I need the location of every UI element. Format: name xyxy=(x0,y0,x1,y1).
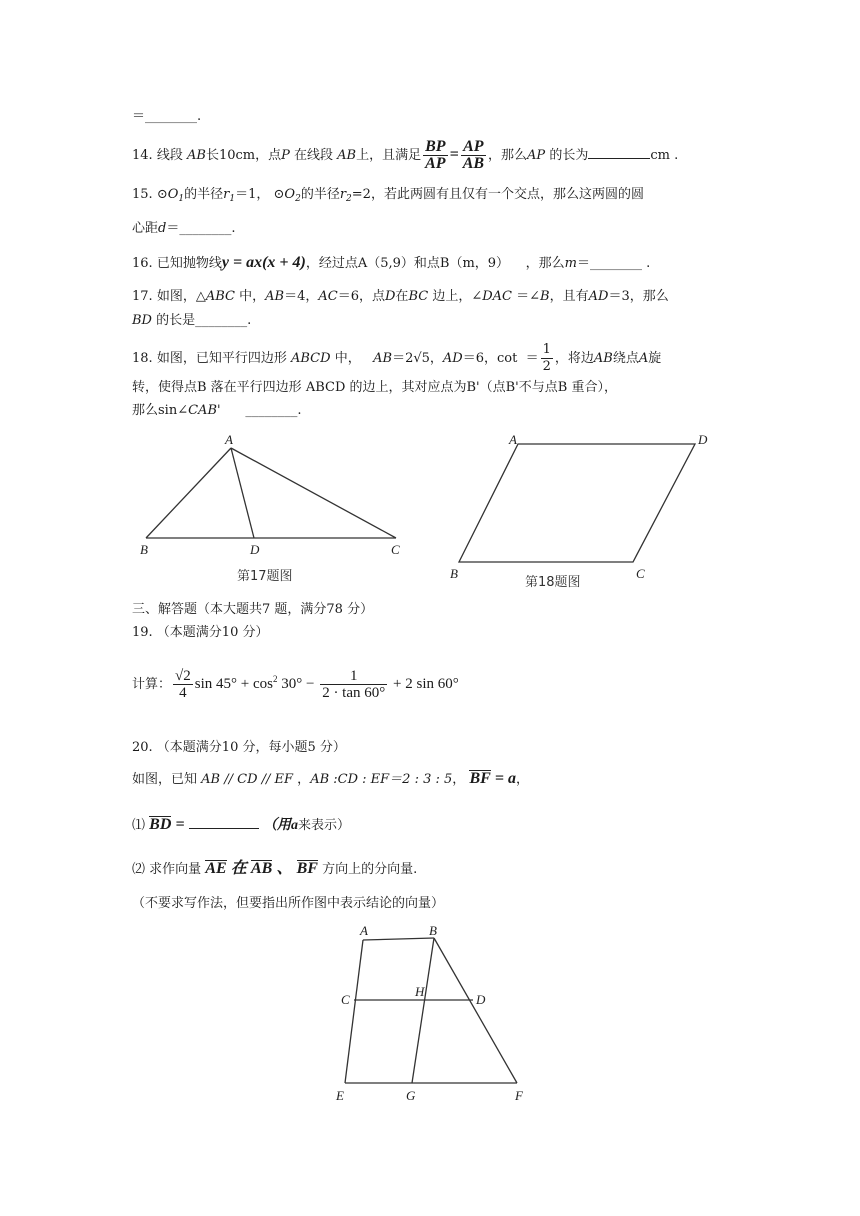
q20-ratio: AB :CD : EF＝2 : 3 : 5 xyxy=(310,772,453,787)
question-18 xyxy=(132,340,661,378)
fig20-label-e: E xyxy=(336,1088,344,1103)
fig18-label-c: C xyxy=(636,566,645,581)
q17-abc: ABC xyxy=(205,289,235,304)
q18-text: ＝2 xyxy=(392,351,414,366)
section-3-title: 三、解答题（本大题共7 题，满分78 分） xyxy=(132,602,374,617)
q20-text: ， xyxy=(297,772,311,787)
q17-d: D xyxy=(384,289,396,304)
fig18-caption: 第18题图 xyxy=(525,575,581,590)
q14-unit: cm . xyxy=(650,148,679,163)
q18-cab: CAB' xyxy=(188,403,221,418)
q17-text: 在 xyxy=(395,289,409,304)
q20-text: 、 xyxy=(276,860,293,877)
question-14 xyxy=(132,135,678,175)
q17-text: ＝3，那么 xyxy=(608,289,669,304)
q20-eq: = xyxy=(175,816,185,833)
fig17-segment-ad xyxy=(231,448,254,538)
q16-formula: y = ax(x + 4) xyxy=(221,254,306,271)
q16-m: m xyxy=(564,256,577,271)
q15-text: ＝1， xyxy=(235,187,270,202)
q15-answer: ＝________. xyxy=(166,221,236,236)
fig20-label-g: G xyxy=(406,1088,416,1103)
fig20-segment-ae xyxy=(345,940,363,1083)
q20-text: 在 xyxy=(230,860,247,877)
q20-hint: （用 xyxy=(262,818,291,833)
q17-dac: DAC xyxy=(482,289,512,304)
q18-abcd: ABCD xyxy=(290,351,331,366)
q18-text: 中， xyxy=(334,351,361,366)
q14-text: 长10cm，点 xyxy=(205,148,282,163)
q14-equals: = xyxy=(449,146,459,163)
q18-text: ＝ xyxy=(525,351,539,366)
q17-b: B xyxy=(540,289,550,304)
q16-answer: ＝________ . xyxy=(576,256,651,271)
q20-vec-a: a xyxy=(290,818,298,833)
question-17-line2 xyxy=(132,312,251,330)
question-20-part-2 xyxy=(132,860,417,879)
q16-number: 16. xyxy=(132,256,153,271)
question-17 xyxy=(132,288,669,306)
question-20-note: （不要求写作法，但要指出所作图中表示结论的向量） xyxy=(132,896,445,911)
fig18-label-a: A xyxy=(509,432,517,447)
q19-term: sin 45° + cos xyxy=(194,676,273,692)
fig20-segment-bg xyxy=(412,938,434,1083)
q14-number: 14. xyxy=(132,148,153,163)
question-20-heading: 20. （本题满分10 分，每小题5 分） xyxy=(132,740,346,755)
q20-vector-ab: AB xyxy=(250,860,273,877)
q18-ab: AB xyxy=(373,351,393,366)
q17-bc: BC xyxy=(408,289,429,304)
figure-18-parallelogram xyxy=(445,428,720,588)
fig20-label-f: F xyxy=(515,1088,523,1103)
q14-text: ，那么 xyxy=(488,148,528,163)
figure-17-triangle xyxy=(130,428,420,588)
fig20-segment-ab xyxy=(363,938,434,940)
q14-text: 的长为 xyxy=(549,148,589,163)
fig17-side-ac xyxy=(231,448,396,538)
fig18-label-b: B xyxy=(450,566,458,581)
question-18-line2: 转，使得点B 落在平行四边形 ABCD 的边上，其对应点为B'（点B'不与点B 重合）， xyxy=(132,380,617,395)
q14-fraction-1: $\frac{BP}{AP}$ xyxy=(425,138,446,172)
q18-ab2: AB xyxy=(593,351,613,366)
q18-ad: AD xyxy=(442,351,463,366)
q16-text: ，那么 xyxy=(525,256,565,271)
fig17-label-b: B xyxy=(140,542,148,557)
q20-vector-ae: AE xyxy=(205,860,227,877)
fig17-label-d: D xyxy=(250,542,260,557)
q20-answer-blank[interactable] xyxy=(189,816,259,829)
q18-answer: ________. xyxy=(245,403,302,418)
q14-text: 在线段 xyxy=(293,148,333,163)
q15-text: =2，若此两圆有且仅有一个交点，那么这两圆的圆 xyxy=(351,187,644,202)
q18-text: 如图，已知平行四边形 xyxy=(156,351,287,366)
q20-vector-bf: BF xyxy=(469,770,491,787)
fig20-label-a: A xyxy=(360,923,368,938)
question-15-line2 xyxy=(132,220,235,238)
q20-text: ， xyxy=(516,772,530,787)
q15-number: 15. xyxy=(132,187,153,202)
q18-number: 18. xyxy=(132,351,153,366)
q17-text: ，且有 xyxy=(549,289,589,304)
q17-text: ＝∠ xyxy=(516,289,541,304)
q17-text: 边上，∠ xyxy=(432,289,483,304)
q17-text: 中， xyxy=(239,289,266,304)
q19-square: 2 xyxy=(272,674,278,684)
q18-text: 绕点 xyxy=(612,351,639,366)
q19-term: + 2 sin 60° xyxy=(393,676,459,692)
q17-text: 如图，△ xyxy=(156,289,206,304)
q14-point: P xyxy=(281,148,290,163)
q15-text: 的半径 xyxy=(184,187,224,202)
fig20-segment-bf xyxy=(434,938,517,1083)
q14-text: 线段 xyxy=(156,148,183,163)
q17-number: 17. xyxy=(132,289,153,304)
q17-answer: 的长是________. xyxy=(156,313,252,328)
q18-a: A xyxy=(638,351,649,366)
fig17-label-a: A xyxy=(225,432,233,447)
q20-vector-bd: BD xyxy=(149,816,172,833)
fig20-label-b: B xyxy=(429,923,437,938)
figure-20-trapezoid xyxy=(330,920,540,1110)
fig20-label-d: D xyxy=(476,992,486,1007)
q16-text: ，经过点A（5,9）和点B（m，9） xyxy=(305,256,510,271)
question-19-heading: 19. （本题满分10 分） xyxy=(132,625,269,640)
q20-eq-a: = a xyxy=(494,770,517,787)
q16-text: 已知抛物线 xyxy=(156,256,222,271)
q18-text: 那么sin∠ xyxy=(132,403,189,418)
q17-bd: BD xyxy=(132,313,152,328)
q15-r2: $r_2$ xyxy=(339,187,352,204)
q18-text: 旋 xyxy=(648,351,662,366)
q15-circle-1: $⊙O_1$ xyxy=(156,187,185,204)
q17-ab: AB xyxy=(265,289,285,304)
question-19-expression xyxy=(132,654,459,704)
q20-text: 求作向量 xyxy=(149,862,202,877)
question-20-part-1 xyxy=(132,816,350,835)
q20-hint: 来表示） xyxy=(297,818,350,833)
q20-part-num: ⑴ xyxy=(132,818,146,833)
q20-vector-bf2: BF xyxy=(296,860,318,877)
q18-text: ， xyxy=(429,351,443,366)
q14-seg: AB xyxy=(337,148,357,163)
q18-fraction: $\frac{1}{2}$ xyxy=(542,342,551,374)
fig17-caption: 第17题图 xyxy=(237,569,293,584)
q19-fraction-1: $\frac{√2}{4}$ xyxy=(175,668,191,702)
q17-text: ＝6，点 xyxy=(337,289,385,304)
fig17-side-ab xyxy=(146,448,231,538)
q20-text: 如图，已知 xyxy=(132,772,198,787)
q17-text: ＝4， xyxy=(284,289,319,304)
q20-parallel: AB // CD // EF xyxy=(201,772,294,787)
q15-text: 心距 xyxy=(132,221,159,236)
fig18-abcd xyxy=(459,444,695,562)
q14-text: 上，且满足 xyxy=(356,148,422,163)
q14-seg: AB xyxy=(186,148,206,163)
question-15 xyxy=(132,186,644,208)
q20-text: 方向上的分向量. xyxy=(322,862,418,877)
q14-fraction-2: $\frac{AP}{AB}$ xyxy=(462,138,485,172)
question-20-given xyxy=(132,770,529,789)
question-18-line3 xyxy=(132,402,302,420)
q20-text: ， xyxy=(452,772,466,787)
q13-tail: ＝________. xyxy=(132,109,202,124)
q19-term: 30° − xyxy=(277,676,315,692)
q15-d: d xyxy=(158,221,167,236)
fig17-label-c: C xyxy=(391,542,400,557)
q19-fraction-2: $\frac{1}{2 \cdot \tan 60^\circ}$ xyxy=(322,668,386,702)
q19-label: 计算： xyxy=(132,677,172,692)
q18-sqrt5: √5 xyxy=(413,351,430,366)
q14-answer-blank[interactable] xyxy=(588,146,650,159)
q14-ap: AP xyxy=(527,148,546,163)
q18-text: ，将边 xyxy=(554,351,594,366)
q15-text: 的半径 xyxy=(300,187,340,202)
q18-text: ＝6，cot xyxy=(462,351,518,366)
fig18-label-d: D xyxy=(698,432,708,447)
q15-circle-2: $⊙O_2$ xyxy=(273,187,301,204)
fig20-label-c: C xyxy=(341,992,350,1007)
question-16 xyxy=(132,254,650,273)
fig20-label-h: H xyxy=(415,984,425,999)
q17-ad: AD xyxy=(588,289,609,304)
q17-ac: AC xyxy=(318,289,338,304)
q15-r1: $r_1$ xyxy=(223,187,236,204)
q20-part-num: ⑵ xyxy=(132,862,146,877)
